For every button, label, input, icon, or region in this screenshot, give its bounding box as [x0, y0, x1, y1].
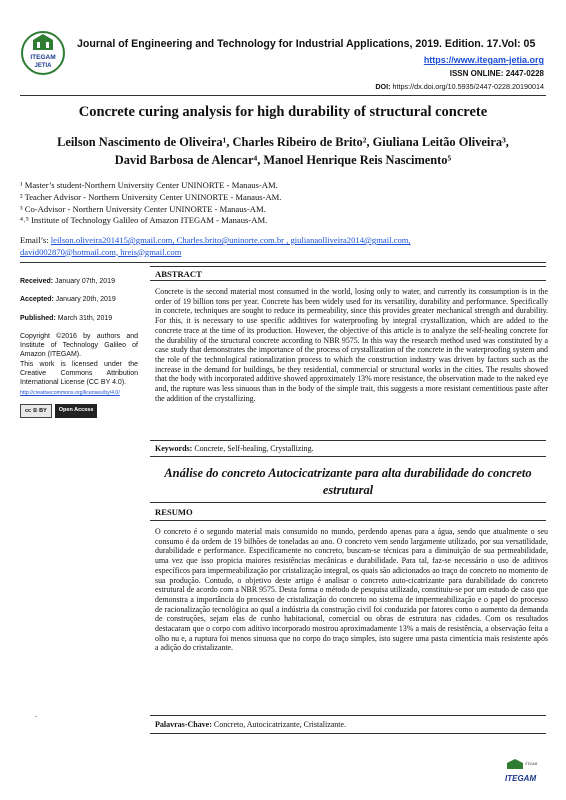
header-divider	[20, 95, 546, 96]
affiliation-item: ⁴˒⁵ Institute of Technology Galileo of Amazon ITEGAM - Manaus-AM.	[20, 215, 268, 226]
doi-line	[375, 82, 544, 91]
journal-url-link[interactable]: https://www.itegam-jetia.org	[423, 55, 544, 65]
cc-by-badge: cc ① BY	[20, 404, 52, 418]
resumo-bottom-rule	[150, 715, 546, 716]
abstract-bottom-rule	[150, 440, 546, 441]
authors-line-1: Leilson Nascimento de Oliveira¹, Charles Ribeiro de Brito², Giuliana Leitão Oliveira³,	[57, 135, 509, 149]
doi-value: https://dx.doi.org/10.5935/2447-0228.20190014	[392, 82, 544, 91]
keywords-label: Keywords:	[155, 444, 193, 453]
doi-label: DOI:	[375, 82, 391, 91]
svg-text:JETIA: JETIA	[34, 63, 52, 69]
abstract-text: Concrete is the second material most consumed in the world, losing only to water, and currently its consumption is in the order of 19 billion tons per year. Concrete has been widely used for its versatility, durability and performance. Specifically in concrete, techniques are sought to reduce its permeability, since this provides greater mechanical strength and durability. For this, it is necessary to use specific additives for waterproofing by integral crystallization, which are added to the concrete trace at the time of its production. However, the objective of this article is to analyze the self-healing concrete for the durability of the structural concrete according to NBR 9575. In this way the research method used was constituted by a case study that demonstrates the importance of the process of crystallization of the concrete in the waterproofing system and the role of the technological rationalization process to which the construction industry was driven by factors such as the increase in the demand for buildings, be they residential, commercial or structural works in the cities. The results showed that the body with incorporated additive showed approximately 13% more resistance, the observation made to the naked eye and, the rupture was less sinuous than in the body of the simple trait, this suggests a more resistant cementitious paste after the addition of the crystallizing.	[155, 287, 548, 403]
affiliation-item: ² Teacher Advisor - Northern University Center UNINORTE - Manaus-AM.	[20, 191, 282, 202]
email-label: Email’s:	[20, 235, 51, 245]
svg-text:ITEGAM: ITEGAM	[505, 774, 537, 783]
copyright-note: Copyright ©2016 by authors and Institute of Technology Galileo of Amazon (ITEGAM).	[20, 332, 138, 359]
palavras-chave-line	[155, 720, 346, 729]
article-info-sidebar	[20, 277, 138, 418]
email-link-line-1[interactable]: leilson.oliveira201415@gmail.com, Charles.brito@uninorte.com.br , giulianaolliveira2014@gmail.com,	[50, 235, 411, 245]
resumo-top-rule	[150, 502, 546, 503]
paper-title: Concrete curing analysis for high durability of structural concrete	[78, 104, 488, 120]
received-date: Received: January 07th, 2019	[20, 278, 115, 285]
abstract-heading-rule	[150, 280, 546, 281]
issn-number: ISSN ONLINE: 2447-0228	[449, 69, 544, 78]
abstract-top-rule	[150, 266, 546, 267]
section-divider	[20, 262, 546, 263]
open-access-badge: Open Access	[55, 404, 98, 418]
portuguese-title: Análise do concreto Autocicatrizante para alta durabilidade do concreto estrutural	[164, 466, 532, 497]
journal-name: Journal of Engineering and Technology for Industrial Applications, 2019. Edition. 17.Vol: 05	[77, 38, 536, 50]
accepted-date: Accepted: January 20th, 2019	[20, 296, 116, 304]
email-link-line-2[interactable]: david002870@hotmail.com, hreis@gmail.com	[20, 246, 182, 257]
affiliation-item: ³ Co-Advisor - Northern University Center UNINORTE - Manaus-AM.	[20, 203, 266, 214]
license-note: This work is licensed under the Creative Commons Attribution International License (CC BY 4.0).	[20, 360, 138, 387]
itegam-footer-logo	[501, 757, 541, 787]
itegam-jetia-logo	[20, 30, 66, 76]
stray-dot: .	[35, 710, 37, 719]
email-block	[20, 235, 550, 258]
svg-text:ITEGAM: ITEGAM	[30, 54, 56, 61]
affiliation-item: ¹ Master’s student-Northern University Center UNINORTE - Manaus-AM.	[20, 180, 278, 190]
palavras-chave-value: Concreto, Autocicatrizante, Cristalizante.	[211, 720, 347, 729]
affiliations	[20, 180, 281, 227]
license-badges	[20, 404, 138, 418]
resumo-text: O concreto é o segundo material mais consumido no mundo, perdendo apenas para a água, sendo que atualmente o seu consumo é da ordem de 19 bilhões de toneladas ao ano. O concreto vem sendo largamente utilizado, por sua versatilidade, durabilidade e performance. Especificamente no concreto, buscam-se técnicas para a diminuição de sua permeabilidade, uma vez que isso propicia maiores resistências mecânicas e durabilidade. Para tal, faz-se necessário o uso de aditivos específicos para impermeabilização por cristalização integral, os quais são adicionados ao traço do concreto no momento de sua produção. Contudo, o objetivo deste artigo é analisar o concreto auto-cicatrizante para durabilidade do concreto estrutural de acordo com a NBR 9575. Desta forma o método de pesquisa utilizado, constituiu-se por um estudo de caso que demonstra a importância do processo de cristalização do concreto no sistema de impermeabilização e o papel do processo de racionalização tecnológica ao qual a indústria da construção civil foi conduzida por fatores como o aumento da demanda de construções, sejam elas de cunho habitacional, comercial ou obras de estrutura nas cidades. Com os resultados destacaram que o corpo com aditivo incorporado mostrou aproximadamente 13% a mais de resistência, a observação feita a olho nu e, a ruptura foi menos sinuosa que no corpo do traço simples, isto sugere uma pasta cimentícia mais resistente após a adição do cristalizante.	[155, 527, 548, 653]
keywords-rule	[150, 456, 546, 457]
abstract-heading: ABSTRACT	[155, 269, 202, 279]
license-link[interactable]: http://creativecommons.org/licenses/by/4.0/	[20, 389, 120, 396]
authors-line-2: David Barbosa de Alencar⁴, Manoel Henrique Reis Nascimento⁵	[114, 153, 452, 167]
palavras-chave-rule	[150, 733, 546, 734]
keywords-line	[155, 444, 314, 453]
keywords-value: Concrete, Self-healing, Crystallizing.	[192, 444, 314, 453]
svg-text:ITEGAM: ITEGAM	[525, 762, 538, 766]
palavras-chave-label: Palavras-Chave:	[155, 720, 212, 729]
resumo-heading: RESUMO	[155, 507, 193, 517]
authors-block	[40, 133, 526, 169]
published-date: Published: March 31th, 2019	[20, 314, 113, 322]
resumo-heading-rule	[150, 520, 546, 521]
